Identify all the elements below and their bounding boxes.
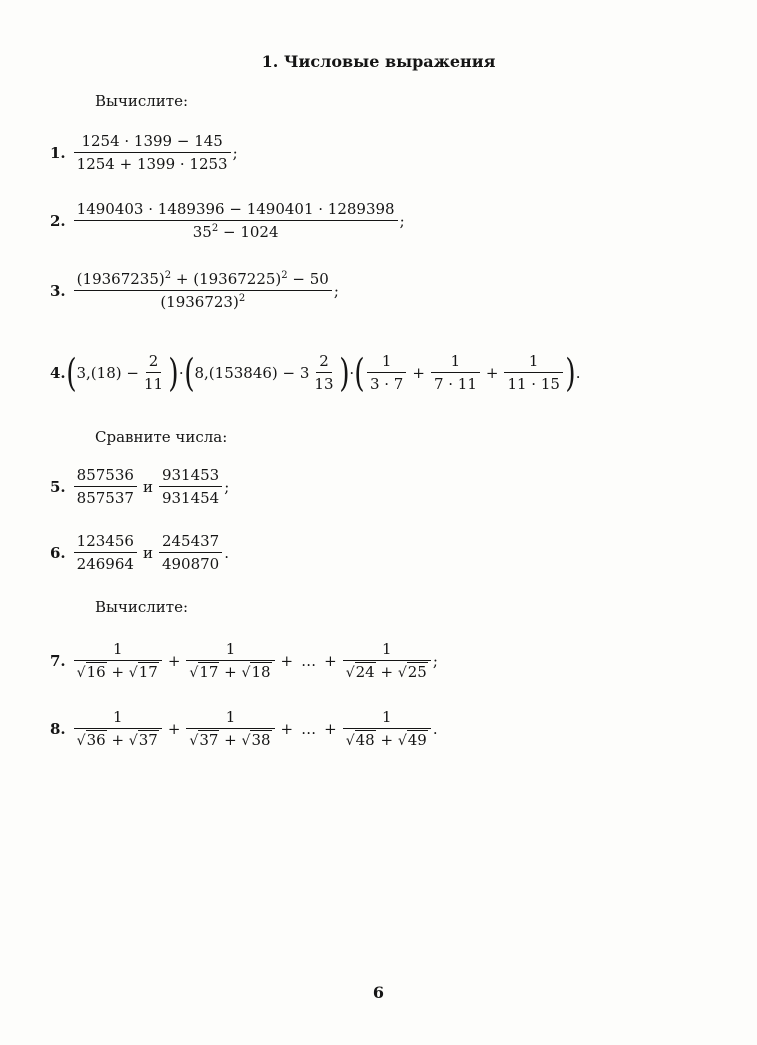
multiply-dot: · (178, 363, 184, 382)
numerator: 857536 (74, 466, 137, 487)
problem-number: 6. (50, 543, 66, 562)
denominator: √24 + √25 (345, 663, 427, 681)
multiply-dot: · (349, 363, 355, 382)
plus-sign: + (324, 651, 337, 670)
fraction (184, 640, 276, 681)
problem-number: 5. (50, 477, 66, 496)
fraction (72, 132, 233, 173)
radicand: 24 (355, 663, 375, 681)
radicand: 25 (407, 663, 427, 681)
problem-2 (50, 200, 405, 241)
sqrt: √38 (241, 731, 271, 749)
problem-8 (50, 708, 438, 749)
term: − 50 (287, 270, 329, 288)
problem-number: 2. (50, 211, 66, 230)
problem-4 (50, 352, 581, 393)
problem-number: 1. (50, 143, 66, 162)
plus-sign: + (280, 719, 294, 738)
denominator: 246964 (76, 555, 134, 573)
radicand: 17 (138, 663, 158, 681)
numerator: 1 (186, 640, 274, 661)
numerator: 1 (431, 352, 480, 373)
fraction (184, 708, 276, 749)
numerator: 1 (504, 352, 562, 373)
punctuation: ; (399, 211, 405, 230)
punctuation: ; (232, 143, 238, 162)
fraction (72, 640, 164, 681)
fraction (429, 352, 482, 393)
denominator: √17 + √18 (189, 663, 271, 681)
sqrt: √16 (76, 663, 106, 681)
problem-number: 4. (50, 363, 66, 382)
punctuation: ; (333, 281, 339, 300)
denominator: √16 + √17 (76, 663, 158, 681)
exponent: 2 (164, 270, 172, 281)
denominator: 857537 (76, 489, 134, 507)
fraction (72, 270, 334, 311)
plus-sign: + (485, 363, 499, 382)
problem-3 (50, 270, 339, 311)
punctuation: . (575, 363, 581, 382)
fraction (157, 532, 224, 573)
fraction (341, 708, 433, 749)
conjunction: и (142, 543, 153, 562)
fraction (139, 352, 168, 393)
right-paren: ) (168, 350, 179, 395)
radicand: 36 (86, 731, 106, 749)
term: + (19367225) (171, 270, 282, 288)
problem-6 (50, 532, 229, 573)
fraction (72, 708, 164, 749)
plus-sign: + (412, 363, 425, 382)
problem-7 (50, 640, 438, 681)
denominator (74, 291, 332, 311)
problem-number: 3. (50, 281, 66, 300)
fraction (309, 352, 338, 393)
sqrt: √37 (128, 731, 158, 749)
exponent: 2 (238, 293, 246, 304)
radicand: 17 (199, 663, 219, 681)
right-paren: ) (338, 350, 350, 395)
denominator: 490870 (161, 555, 220, 573)
sqrt: √49 (397, 731, 427, 749)
numerator: 1254 · 1399 − 145 (74, 132, 231, 153)
denominator: √36 + √37 (76, 731, 158, 749)
term: (1936723) (160, 293, 239, 311)
section-heading-compare: Сравните числа: (95, 428, 228, 446)
punctuation: . (224, 543, 229, 562)
sqrt: √36 (76, 731, 106, 749)
numerator: 1 (74, 708, 162, 729)
punctuation: ; (432, 651, 438, 670)
page-number: 6 (372, 983, 385, 1002)
numerator: 1 (186, 708, 274, 729)
left-paren: ( (65, 350, 77, 395)
plus-sign: + (280, 651, 294, 670)
numerator: 1 (343, 708, 431, 729)
fraction (157, 466, 224, 507)
denominator (74, 221, 398, 241)
numerator: 1 (343, 640, 431, 661)
right-paren: ) (565, 350, 576, 395)
term: 8,(153846) − 3 (194, 363, 310, 382)
plus-sign: + (167, 651, 181, 670)
denominator: √37 + √38 (189, 731, 271, 749)
problem-number: 8. (50, 719, 66, 738)
exponent: 2 (211, 223, 219, 234)
section-heading-compute-2: Вычислите: (95, 598, 189, 616)
left-paren: ( (183, 350, 195, 395)
sqrt: √37 (189, 731, 219, 749)
problem-5 (50, 466, 229, 507)
punctuation: . (432, 719, 438, 738)
radicand: 38 (251, 731, 271, 749)
sqrt: √18 (241, 663, 271, 681)
denominator: 13 (314, 375, 334, 393)
radicand: 18 (251, 663, 271, 681)
denominator: 931454 (161, 489, 220, 507)
radicand: 37 (138, 731, 158, 749)
plus-sign: + (324, 719, 337, 738)
fraction (72, 532, 139, 573)
term: (19367235) (76, 270, 165, 288)
fraction (502, 352, 564, 393)
numerator: 2 (316, 352, 332, 373)
denominator-rest: − 1024 (218, 223, 279, 241)
fraction (72, 466, 139, 507)
denominator: 11 · 15 (507, 375, 560, 393)
left-paren: ( (354, 350, 365, 395)
numerator: 1 (74, 640, 162, 661)
fraction (72, 200, 400, 241)
denominator: √48 + √49 (345, 731, 427, 749)
page-title: 1. Числовые выражения (261, 52, 496, 71)
plus-sign: + (167, 719, 181, 738)
base: 35 (192, 223, 212, 241)
sqrt: √24 (345, 663, 375, 681)
numerator: 245437 (159, 532, 222, 553)
punctuation: ; (224, 477, 230, 496)
problem-1 (50, 132, 238, 173)
numerator: 2 (146, 352, 162, 373)
fraction (341, 640, 433, 681)
term: 3,(18) − (76, 363, 139, 382)
sqrt: √48 (345, 731, 375, 749)
exponent: 2 (281, 270, 288, 281)
sqrt: √17 (128, 663, 158, 681)
numerator: 931453 (159, 466, 222, 487)
section-heading-compute: Вычислите: (95, 92, 189, 110)
conjunction: и (142, 477, 153, 496)
numerator: 1 (367, 352, 406, 373)
denominator: 3 · 7 (369, 375, 404, 393)
numerator: 1490403 · 1489396 − 1490401 · 1289398 (74, 200, 398, 221)
numerator: 123456 (74, 532, 137, 553)
radicand: 48 (355, 731, 375, 749)
denominator: 1254 + 1399 · 1253 (76, 155, 228, 173)
sqrt: √25 (397, 663, 427, 681)
denominator: 7 · 11 (433, 375, 477, 393)
problem-number: 7. (50, 651, 66, 670)
fraction (365, 352, 408, 393)
ellipsis: … (301, 651, 317, 670)
denominator: 11 (143, 375, 164, 393)
ellipsis: … (301, 719, 317, 738)
radicand: 49 (407, 731, 427, 749)
radicand: 16 (86, 663, 106, 681)
sqrt: √17 (189, 663, 219, 681)
radicand: 37 (199, 731, 219, 749)
numerator (74, 270, 332, 291)
